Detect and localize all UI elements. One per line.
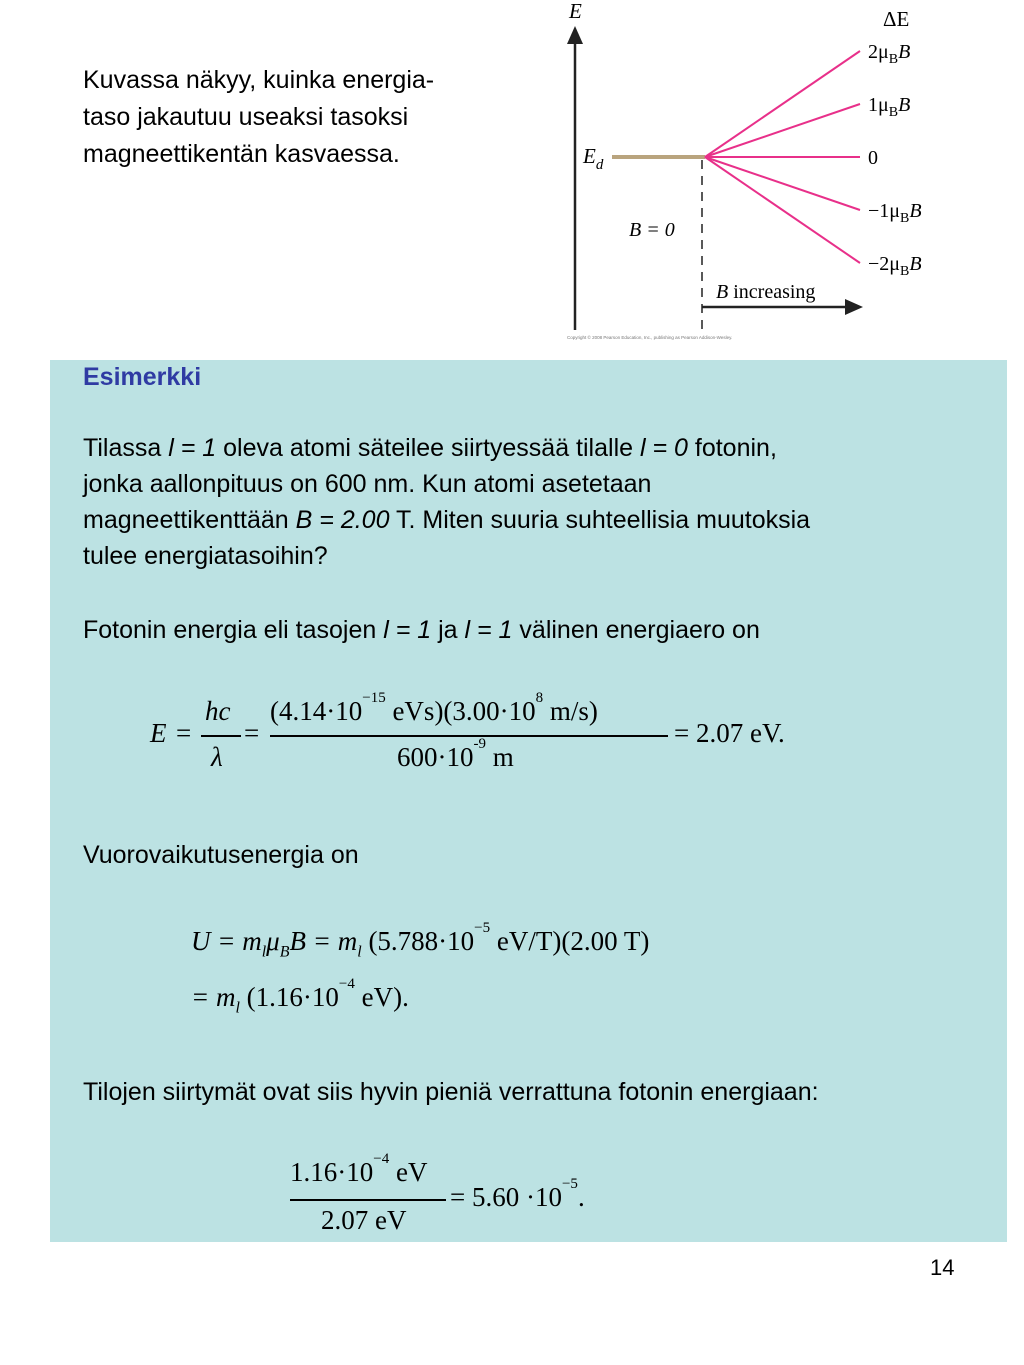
b-increasing-arrowhead xyxy=(845,299,863,315)
split-level-label: $2\mu_BB$ xyxy=(868,41,911,67)
energy-axis-label: E xyxy=(569,0,582,23)
copyright-text: Copyright © 2008 Pearson Education, Inc., publishing as Pearson Addison-Wesley. xyxy=(567,335,733,340)
intro-line-3: magneettikentän kasvaessa. xyxy=(83,140,400,168)
eq3-result: = $5.60 \cdot 10^{-5}$. xyxy=(450,1176,585,1212)
energy-axis-arrow xyxy=(567,26,583,44)
problem-paragraph xyxy=(83,430,810,574)
zeeman-diagram xyxy=(555,0,975,345)
split-level-label: $1\mu_BB$ xyxy=(868,94,911,120)
intro-line-1: Kuvassa näkyy, kuinka energia- xyxy=(83,66,435,94)
intro-text xyxy=(83,62,523,173)
eq1-equals-2: = xyxy=(244,718,260,748)
eq3-numerator: $1.16\cdot 10^{-4}$ eV xyxy=(290,1151,428,1187)
example-heading: Esimerkki xyxy=(83,363,202,391)
interaction-energy-paragraph: Vuorovaikutusenergia on xyxy=(83,841,359,869)
interaction-energy-equation xyxy=(191,920,791,1026)
eq2-line-2: = $m_l$ ($1.16\cdot 10^{-4}$ eV). xyxy=(191,976,409,1017)
b-increasing-label: B increasing xyxy=(716,281,816,303)
intro-line-2: taso jakautuu useaksi tasoksi xyxy=(83,103,409,131)
split-level-label: $-1\mu_BB$ xyxy=(868,200,922,226)
eq3-fraction-bar xyxy=(290,1199,446,1201)
eq1-denominator: $600\cdot 10^{-9}$ m xyxy=(397,736,514,772)
eq1-fraction-bar xyxy=(270,735,668,737)
conclusion-paragraph: Tilojen siirtymät ovat siis hyvin pieniä verrattuna fotonin energiaan: xyxy=(83,1078,819,1106)
split-level-line xyxy=(705,51,860,157)
example-panel xyxy=(50,360,1007,1242)
photon-energy-equation xyxy=(150,692,830,782)
problem-line-3: magneettikenttään B = 2.00 T. Miten suuria suhteellisia muutoksia xyxy=(83,506,811,534)
relative-change-equation xyxy=(290,1151,710,1237)
eq1-lambda: λ xyxy=(211,742,223,772)
photon-energy-paragraph: Fotonin energia eli tasojen l = 1 ja l = 1 välinen energiaero on xyxy=(83,616,760,644)
delta-e-label: ΔE xyxy=(883,7,910,31)
problem-line-2: jonka aallonpituus on 600 nm. Kun atomi asetetaan xyxy=(83,470,652,498)
split-level-label: $-2\mu_BB$ xyxy=(868,253,922,279)
eq1-hc: hc xyxy=(205,696,231,726)
problem-line-4: tulee energiatasoihin? xyxy=(83,542,328,570)
eq1-result: = 2.07 eV. xyxy=(674,718,785,748)
eq1-equals-1: = xyxy=(176,718,192,748)
eq1-lhs: E xyxy=(150,718,167,748)
eq2-line-1: $U = m_l\mu_BB = m_l$ ($5.788\cdot 10^{-5}$ eV/T)(2.00 T) xyxy=(191,920,650,961)
split-level-label: 0 xyxy=(868,147,878,169)
page-number: 14 xyxy=(930,1255,955,1280)
split-level-line xyxy=(705,104,860,157)
problem-line-1: Tilassa l = 1 oleva atomi säteilee siirtyessää tilalle l = 0 fotonin, xyxy=(83,434,777,462)
eq1-hc-fraction-bar xyxy=(201,735,241,737)
ed-label: $E_d$ xyxy=(583,144,604,173)
split-level-line xyxy=(705,157,860,210)
split-level-line xyxy=(705,157,860,263)
eq3-denominator: 2.07 eV xyxy=(321,1205,407,1235)
eq1-numerator: ($4.14\cdot 10^{-15}$ $eVs)(3.00\cdot 10^8$ m/s) xyxy=(270,690,598,726)
b-zero-label: B = 0 xyxy=(629,219,675,241)
